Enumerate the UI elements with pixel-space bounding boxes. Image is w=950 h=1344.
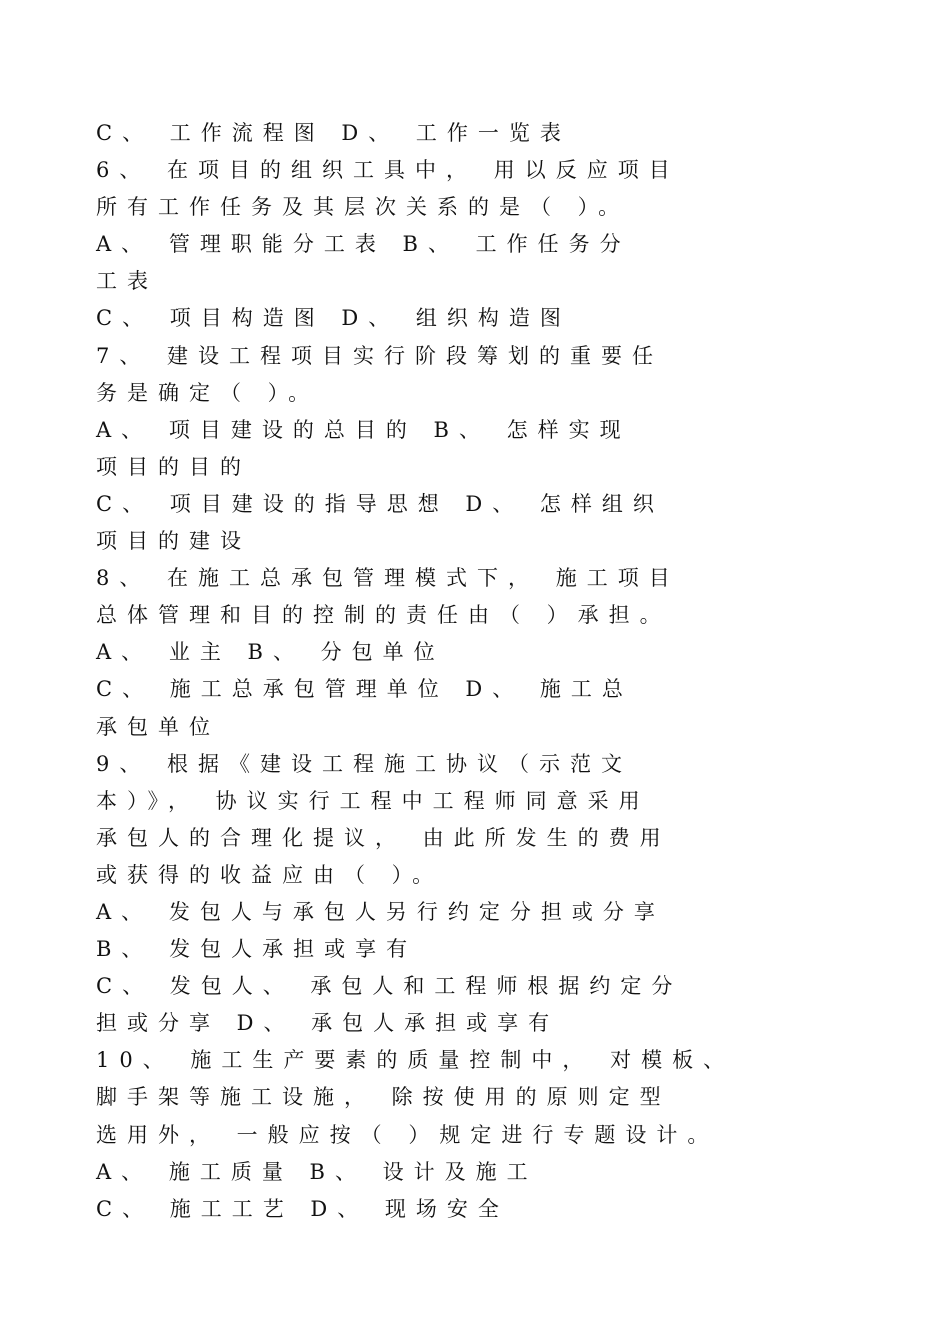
text-line: C、 工作流程图 D、 工作一览表 bbox=[96, 121, 571, 145]
text-line: 9、 根据《建设工程施工协议（示范文 bbox=[96, 751, 633, 776]
text-line: A、 管理职能分工表 B、 工作任务分 bbox=[96, 232, 631, 257]
text-line: 本）》， 协议实行工程中工程师同意采用 bbox=[96, 788, 650, 813]
text-line: C、 项目建设的指导思想 D、 怎样组织 bbox=[96, 491, 664, 516]
text-line: 10、 施工生产要素的质量控制中， 对模板、 bbox=[96, 1048, 735, 1073]
text-line: 承包人的合理化提议， 由此所发生的费用 bbox=[96, 825, 671, 850]
text-line: 项目的建设 bbox=[96, 529, 251, 554]
text-line: 8、 在施工总承包管理模式下， 施工项目 bbox=[96, 566, 680, 591]
text-line: C、 发包人、 承包人和工程师根据约定分 bbox=[96, 974, 683, 999]
text-line: 承包单位 bbox=[96, 714, 220, 739]
document-page bbox=[96, 115, 886, 1228]
text-line: 所有工作任务及其层次关系的是（ ）。 bbox=[96, 195, 630, 220]
text-line: 项目的目的 bbox=[96, 454, 251, 479]
text-line: 工表 bbox=[96, 269, 158, 294]
text-line: B、 发包人承担或享有 bbox=[96, 937, 418, 962]
text-line: 或获得的收益应由（ ）。 bbox=[96, 862, 444, 887]
text-line: 6、 在项目的组织工具中， 用以反应项目 bbox=[96, 158, 680, 183]
text-line: 脚手架等施工设施， 除按使用的原则定型 bbox=[96, 1085, 671, 1110]
text-line: 担或分享 D、 承包人承担或享有 bbox=[96, 1011, 560, 1036]
text-line: A、 项目建设的总目的 B、 怎样实现 bbox=[96, 417, 631, 442]
text-line: A、 业主 B、 分包单位 bbox=[96, 640, 445, 665]
text-line: C、 施工工艺 D、 现场安全 bbox=[96, 1196, 509, 1221]
text-line: 务是确定（ ）。 bbox=[96, 380, 320, 405]
text-line: 7、 建设工程项目实行阶段筹划的重要任 bbox=[96, 343, 664, 368]
text-line: A、 施工质量 B、 设计及施工 bbox=[96, 1159, 538, 1184]
text-line: C、 项目构造图 D、 组织构造图 bbox=[96, 306, 571, 331]
text-line: 总体管理和目的控制的责任由（ ）承担。 bbox=[96, 603, 671, 628]
text-line: A、 发包人与承包人另行约定分担或分享 bbox=[96, 899, 665, 924]
text-line: C、 施工总承包管理单位 D、 施工总 bbox=[96, 677, 633, 702]
text-line: 选用外， 一般应按（ ）规定进行专题设计。 bbox=[96, 1122, 719, 1147]
